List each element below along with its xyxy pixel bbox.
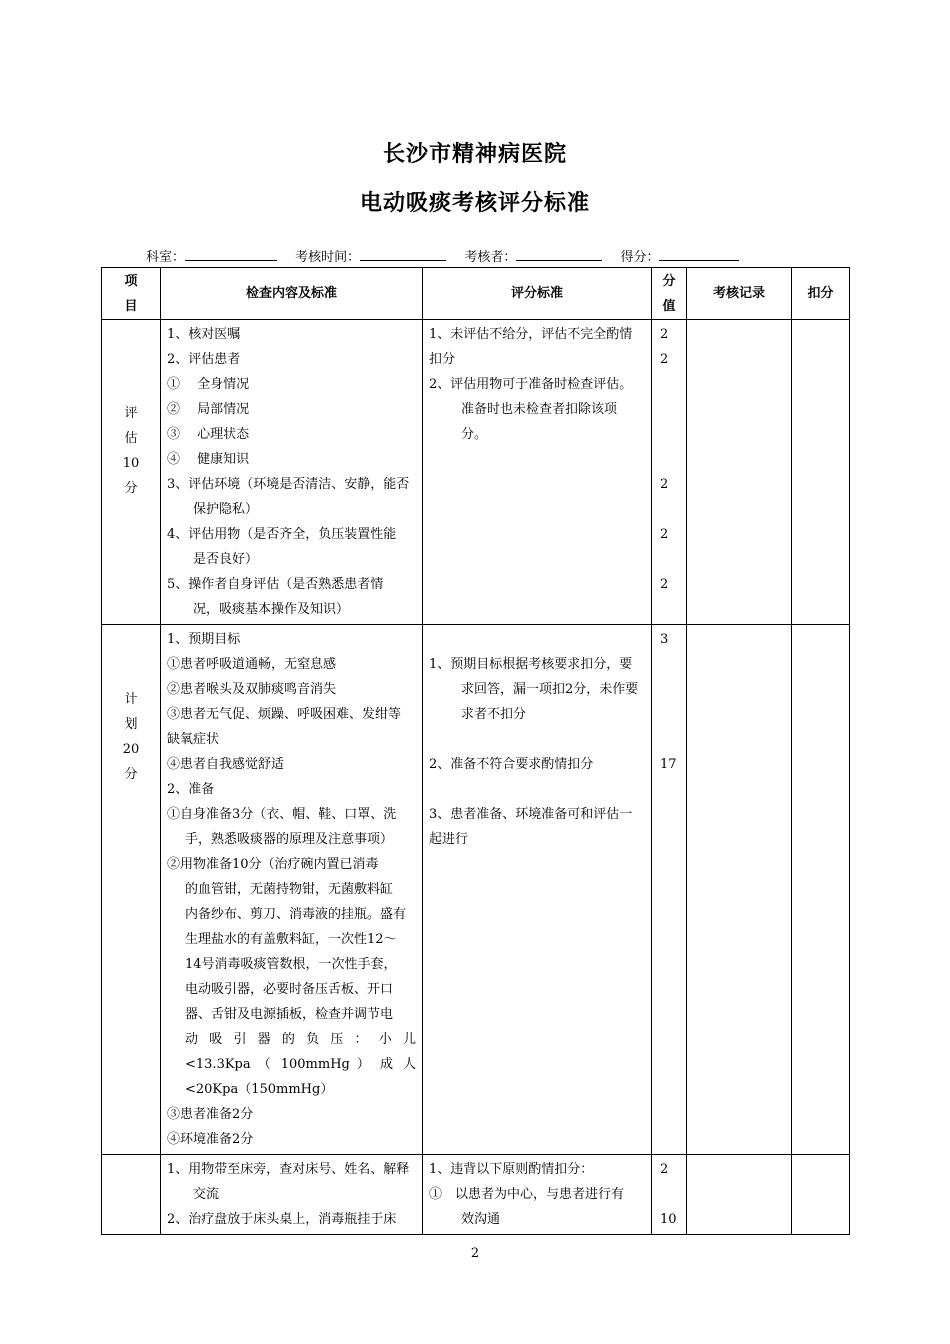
examiner-label: 考核者： — [464, 250, 517, 265]
document-title: 电动吸痰考核评分标准 — [359, 191, 590, 216]
section-points: 2 10 — [652, 1155, 687, 1235]
record-cell[interactable] — [687, 625, 792, 1155]
table-row — [102, 1155, 850, 1235]
form-meta-line — [146, 246, 753, 265]
header-record: 考核记录 — [687, 268, 792, 320]
dept-label: 科室： — [146, 250, 186, 265]
header-content: 检查内容及标准 — [161, 268, 423, 320]
record-cell[interactable] — [687, 320, 792, 625]
section-name-implementation — [102, 1155, 161, 1235]
examiner-field[interactable] — [516, 248, 602, 261]
score-field[interactable] — [659, 248, 739, 261]
section-name-plan: 计 划 20 分 — [102, 625, 161, 1155]
page-number: 2 — [470, 1246, 480, 1261]
section-content: 1、核对医嘱 2、评估患者 ① 全身情况 ② 局部情况 ③ 心理状态 ④ 健康知识 3、评估环境（环境是否清洁、安静，能否 保护隐私） 4、评估用物（是否齐全，负压装置性能 是否良好） 5、操作者自身评估（是否熟悉患者情 况，吸痰基本操作及知识） — [161, 320, 423, 625]
section-name-assessment: 评 估 10 分 — [102, 320, 161, 625]
table-row — [102, 320, 850, 625]
section-content: 1、预期目标 ①患者呼吸道通畅，无窒息感 ②患者喉头及双肺痰鸣音消失 ③患者无气促、烦躁、呼吸困难、发绀等 缺氧症状 ④患者自我感觉舒适 2、准备 ①自身准备3分（衣、帽、鞋、口罩、洗 手，熟悉吸痰器的原理及注意事项） ②用物准备10分（治疗碗内置已消毒 的血管钳，无菌持物钳，无菌敷料缸 内备纱布、剪刀、消毒液的挂瓶。盛有 生理盐水的有盖敷料缸，一次性12～ 14号消毒吸痰管数根，一次性手套， 电动吸引器，必要时备压舌板、开口 器、舌钳及电源插板，检查并调节电 动 吸 引 器 的 负 压 ： 小 儿 <13.3Kpa （ 100mmHg ） 成 人 <20Kpa（150mmHg） ③患者准备2分 ④环境准备2分 — [161, 625, 423, 1155]
dept-field[interactable] — [185, 248, 277, 261]
exam-time-field[interactable] — [360, 248, 446, 261]
header-criteria: 评分标准 — [423, 268, 652, 320]
section-criteria: 1、未评估不给分，评估不完全酌情 扣分 2、评估用物可于准备时检查评估。 准备时也未检查者扣除该项 分。 — [423, 320, 652, 625]
table-header-row — [102, 268, 850, 320]
section-content: 1、用物带至床旁，查对床号、姓名、解释 交流 2、治疗盘放于床头桌上，消毒瓶挂于床 — [161, 1155, 423, 1235]
section-points: 2 2 2 2 2 — [652, 320, 687, 625]
section-criteria: 1、违背以下原则酌情扣分： ① 以患者为中心，与患者进行有 效沟通 — [423, 1155, 652, 1235]
header-deduct: 扣分 — [792, 268, 850, 320]
deduct-cell[interactable] — [792, 625, 850, 1155]
time-label: 考核时间： — [295, 250, 361, 265]
table-row — [102, 625, 850, 1155]
hospital-name: 长沙市精神病医院 — [382, 142, 567, 167]
header-points: 分 值 — [652, 268, 687, 320]
section-points: 3 17 — [652, 625, 687, 1155]
section-criteria: 1、预期目标根据考核要求扣分，要 求回答，漏一项扣2分，未作要 求者不扣分 2、准备不符合要求酌情扣分 3、患者准备、环境准备可和评估一 起进行 — [423, 625, 652, 1155]
header-item: 项 目 — [102, 268, 161, 320]
record-cell[interactable] — [687, 1155, 792, 1235]
score-label: 得分： — [620, 250, 660, 265]
scoring-table — [101, 267, 850, 1235]
deduct-cell[interactable] — [792, 1155, 850, 1235]
deduct-cell[interactable] — [792, 320, 850, 625]
